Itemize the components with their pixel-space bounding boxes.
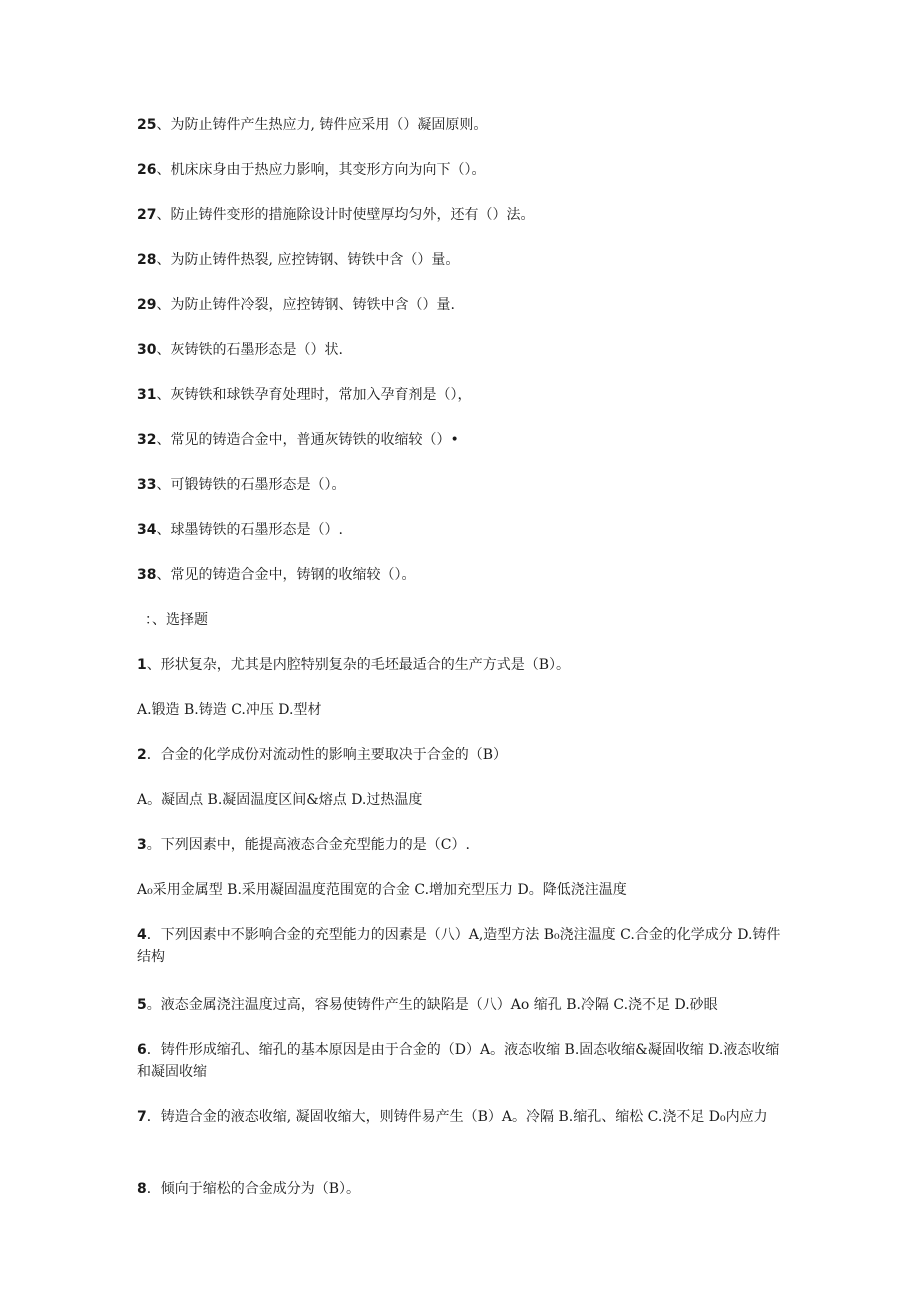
question-33 bbox=[137, 474, 787, 496]
question-number: 31 bbox=[137, 387, 157, 403]
choice-question-4 bbox=[137, 924, 787, 968]
question-number: 3 bbox=[137, 837, 147, 853]
question-number: 38 bbox=[137, 567, 157, 583]
question-number: 28 bbox=[137, 252, 157, 268]
question-number: 29 bbox=[137, 297, 157, 313]
question-text: 、球墨铸铁的石墨形态是（）. bbox=[156, 522, 343, 538]
question-text: 、可锻铸铁的石墨形态是（）。 bbox=[156, 477, 346, 493]
section-heading bbox=[145, 609, 795, 631]
choice-options-1 bbox=[137, 699, 787, 721]
question-text: 、灰铸铁和球铁孕育处理时，常加入孕育剂是（）， bbox=[156, 387, 472, 403]
options-text: A.锻造 B.铸造 C.冲压 D.型材 bbox=[137, 702, 322, 718]
question-30 bbox=[137, 339, 787, 361]
choice-question-5 bbox=[137, 994, 787, 1016]
question-text: 、常见的铸造合金中，普通灰铸铁的收缩较（）• bbox=[156, 432, 459, 448]
question-number: 26 bbox=[137, 162, 157, 178]
question-25 bbox=[137, 114, 787, 136]
question-text: 、机床床身由于热应力影响，其变形方向为向下（）。 bbox=[156, 162, 486, 178]
question-number: 1 bbox=[137, 657, 147, 673]
question-29 bbox=[137, 294, 787, 316]
question-26 bbox=[137, 159, 787, 181]
question-number: 34 bbox=[137, 522, 157, 538]
choice-question-8 bbox=[137, 1178, 787, 1200]
choice-options-3 bbox=[137, 879, 787, 901]
question-text: 、为防止铸件产生热应力, 铸件应采用（）凝固原则。 bbox=[156, 117, 488, 133]
question-34 bbox=[137, 519, 787, 541]
question-number: 6 bbox=[137, 1042, 147, 1058]
question-text: ．下列因素中不影响合金的充型能力的因素是（八）A,造型方法 B₀浇注温度 C.合金的化学成分 D.铸件结构 bbox=[137, 927, 781, 965]
question-number: 33 bbox=[137, 477, 157, 493]
question-number: 8 bbox=[137, 1181, 147, 1197]
section-heading-text: ：、选择题 bbox=[145, 612, 208, 628]
question-text: ．倾向于缩松的合金成分为（B）。 bbox=[146, 1181, 361, 1197]
question-number: 5 bbox=[137, 997, 147, 1013]
question-text: ．铸件形成缩孔、缩孔的基本原因是由于合金的（D）A。液态收缩 B.固态收缩&凝固收缩 D.液态收缩和凝固收缩 bbox=[137, 1042, 780, 1080]
question-text: 、形状复杂，尤其是内腔特别复杂的毛坯最适合的生产方式是（B）。 bbox=[146, 657, 571, 673]
question-number: 2 bbox=[137, 747, 147, 763]
question-number: 32 bbox=[137, 432, 157, 448]
question-text: 、防止铸件变形的措施除设计时使壁厚均匀外，还有（）法。 bbox=[156, 207, 535, 223]
options-text: A₀采用金属型 B.采用凝固温度范围宽的合金 C.增加充型压力 D。降低浇注温度 bbox=[137, 882, 627, 898]
question-number: 30 bbox=[137, 342, 157, 358]
question-27 bbox=[137, 204, 787, 226]
question-text: ．铸造合金的液态收缩, 凝固收缩大，则铸件易产生（B）A。冷隔 B.缩孔、缩松 C.浇不足 D₀内应力 bbox=[146, 1109, 768, 1125]
choice-options-2 bbox=[137, 789, 787, 811]
choice-question-6 bbox=[137, 1039, 787, 1083]
choice-question-1 bbox=[137, 654, 787, 676]
choice-question-3 bbox=[137, 834, 787, 856]
question-text: 、为防止铸件热裂, 应控铸钢、铸铁中含（）量。 bbox=[156, 252, 460, 268]
question-number: 27 bbox=[137, 207, 157, 223]
question-text: 、灰铸铁的石墨形态是（）状. bbox=[156, 342, 343, 358]
question-number: 7 bbox=[137, 1109, 147, 1125]
options-text: A。凝固点 B.凝固温度区间&熔点 D.过热温度 bbox=[137, 792, 423, 808]
question-text: 、为防止铸件冷裂，应控铸钢、铸铁中含（）量. bbox=[156, 297, 455, 313]
question-31 bbox=[137, 384, 787, 406]
question-text: 。下列因素中，能提高液态合金充型能力的是（C）. bbox=[146, 837, 470, 853]
choice-question-7 bbox=[137, 1106, 787, 1128]
question-28 bbox=[137, 249, 787, 271]
question-text: 、常见的铸造合金中，铸钢的收缩较（）。 bbox=[156, 567, 416, 583]
question-text: ．合金的化学成份对流动性的影响主要取决于合金的（B） bbox=[146, 747, 508, 763]
question-32 bbox=[137, 429, 787, 451]
choice-question-2 bbox=[137, 744, 787, 766]
question-number: 25 bbox=[137, 117, 157, 133]
question-38 bbox=[137, 564, 787, 586]
question-number: 4 bbox=[137, 927, 147, 943]
question-text: 。液态金属浇注温度过高，容易使铸件产生的缺陷是（八）Ao 缩孔 B.冷隔 C.浇不足 D.砂眼 bbox=[146, 997, 718, 1013]
